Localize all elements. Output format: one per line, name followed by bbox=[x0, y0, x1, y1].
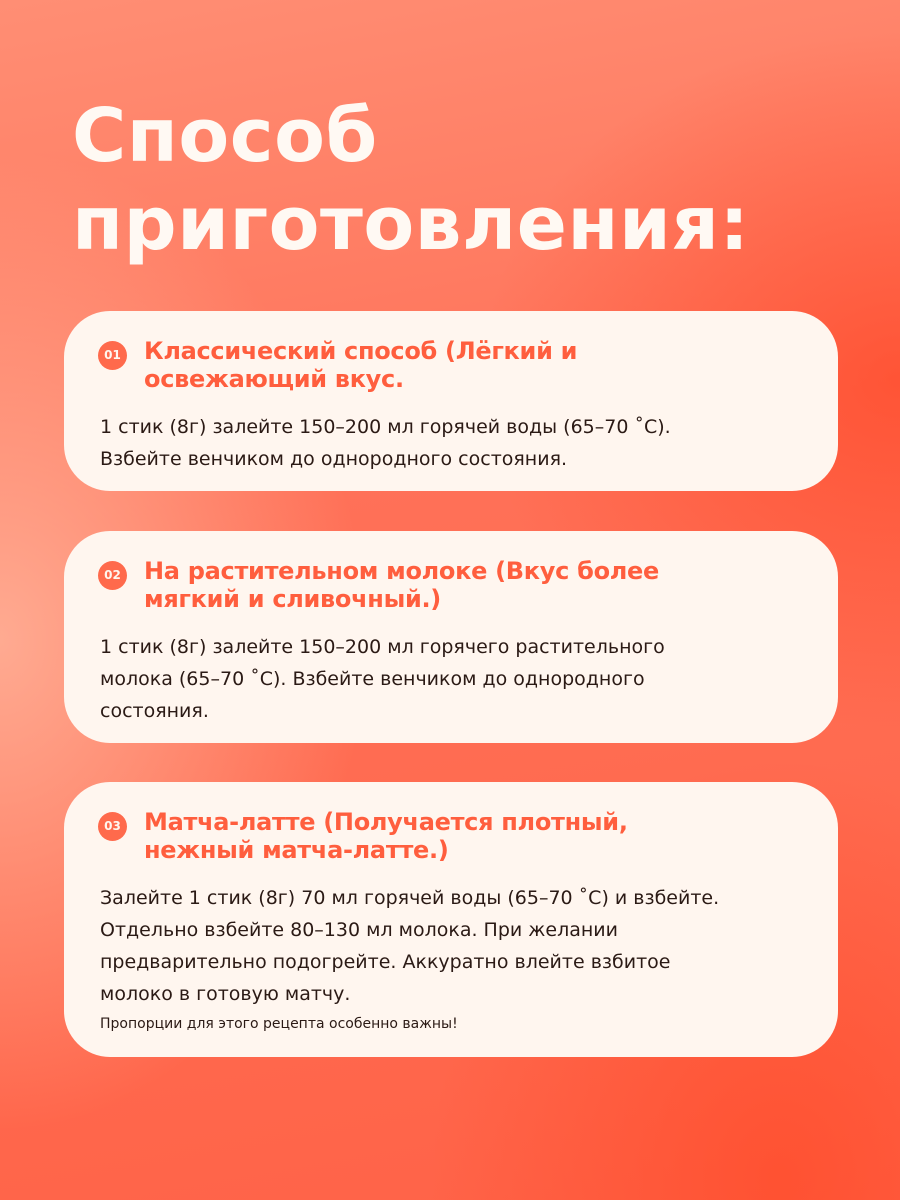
method-instructions: 1 стик (8г) залейте 150–200 мл горячей воды (65–70 ˚С). Взбейте венчиком до однородного состояния. bbox=[100, 416, 671, 470]
page-title-line-2: приготовления: bbox=[72, 181, 750, 267]
step-number-badge: 03 bbox=[98, 812, 127, 841]
method-card-header bbox=[98, 557, 808, 613]
method-title: Классический способ (Лёгкий и освежающий вкус. bbox=[144, 337, 578, 393]
method-title: Матча-латте (Получается плотный, нежный матча-латте.) bbox=[144, 808, 628, 864]
method-card-matcha-latte bbox=[64, 782, 838, 1057]
method-card-header bbox=[98, 337, 808, 393]
method-card-classic bbox=[64, 311, 838, 491]
page-title bbox=[72, 92, 749, 268]
method-card-header bbox=[98, 808, 808, 864]
step-number-badge: 01 bbox=[98, 341, 127, 370]
method-card-plant-milk bbox=[64, 531, 838, 743]
method-instructions: Залейте 1 стик (8г) 70 мл горячей воды (65–70 ˚С) и взбейте. Отдельно взбейте 80–130 мл молока. При желании предварительно подогрейте. Аккуратно влейте взбитое молоко в готовую матчу. bbox=[100, 887, 720, 1005]
method-note: Пропорции для этого рецепта особенно важны! bbox=[100, 1016, 458, 1032]
step-number-badge: 02 bbox=[98, 561, 127, 590]
method-instructions: 1 стик (8г) залейте 150–200 мл горячего растительного молока (65–70 ˚С). Взбейте венчиком до однородного состояния. bbox=[100, 636, 665, 722]
method-title: На растительном молоке (Вкус более мягкий и сливочный.) bbox=[144, 557, 659, 613]
page-title-line-1: Способ bbox=[72, 93, 378, 179]
